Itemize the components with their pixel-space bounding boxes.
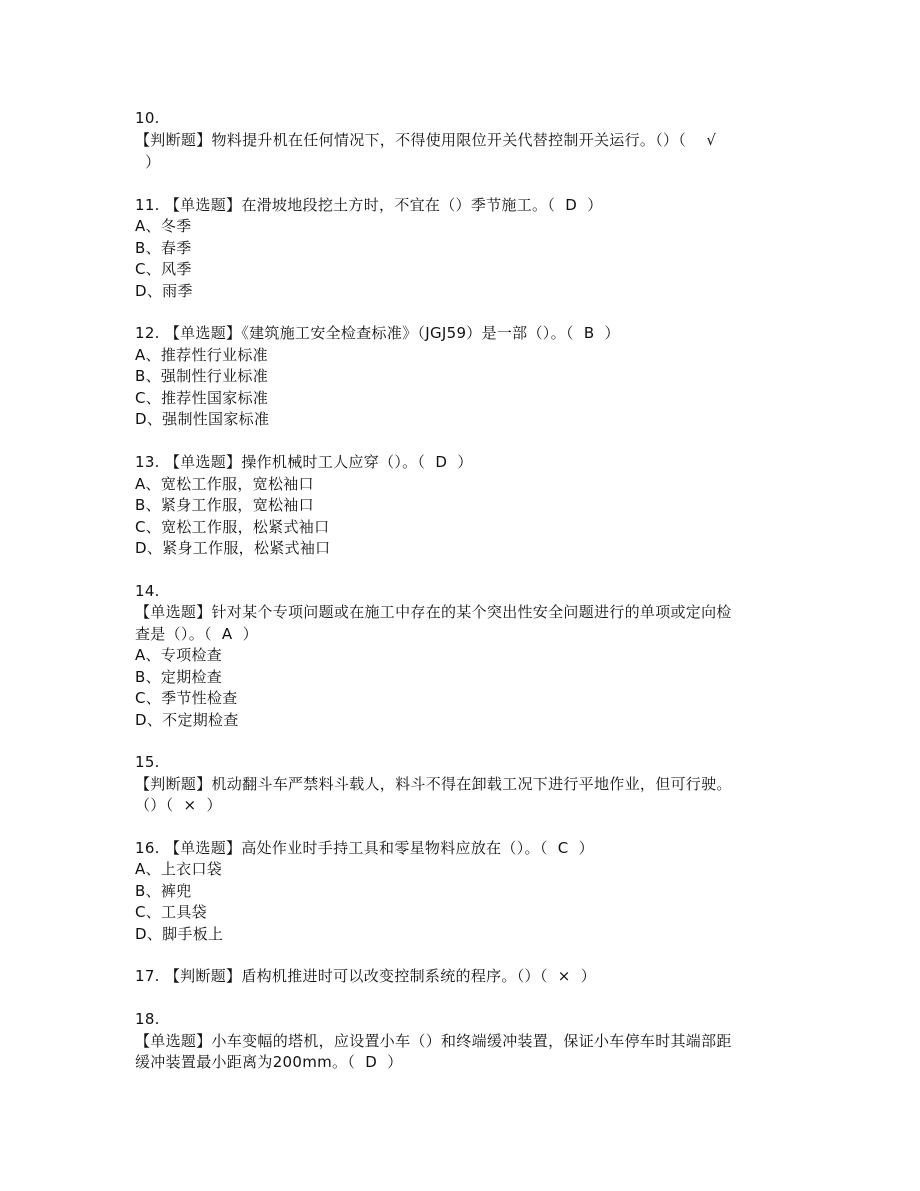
question-18-text-cont: 缓冲装置最小距离为200mm。（ D ） [135,1053,403,1071]
question-18-number: 18. [135,1010,160,1028]
question-16-option-c: C、工具袋 [135,903,207,921]
question-18-text: 【单选题】小车变幅的塔机，应设置小车（）和终端缓冲装置，保证小车停车时其端部距 [135,1032,732,1050]
question-10-number: 10. [135,109,160,127]
question-17-text: 17. 【判断题】盾构机推进时可以改变控制系统的程序。（）（ × ） [135,967,597,985]
question-12-option-b: B、强制性行业标准 [135,367,268,385]
question-16-option-b: B、裤兜 [135,882,192,900]
question-12-text: 12. 【单选题】《建筑施工安全检查标准》（JGJ59）是一部（）。（ B ） [135,324,620,342]
question-14-number: 14. [135,582,160,600]
question-15-number: 15. [135,753,160,771]
question-11-option-d: D、雨季 [135,282,193,300]
question-13-option-a: A、宽松工作服，宽松袖口 [135,475,314,493]
question-14-text: 【单选题】针对某个专项问题或在施工中存在的某个突出性安全问题进行的单项或定向检 [135,603,732,621]
question-13-option-c: C、宽松工作服，松紧式袖口 [135,518,330,536]
question-10-text: 【判断题】物料提升机在任何情况下，不得使用限位开关代替控制开关运行。（）（ √ [135,131,717,149]
question-11-option-c: C、风季 [135,260,192,278]
question-11-text: 11. 【单选题】在滑坡地段挖土方时，不宜在（）季节施工。（ D ） [135,196,603,214]
question-11-option-b: B、春季 [135,239,192,257]
question-14-option-b: B、定期检查 [135,668,223,686]
question-11-option-a: A、冬季 [135,217,192,235]
question-14-text-cont: 查是（）。（ A ） [135,625,258,643]
question-10-text-cont: ） [135,153,161,171]
question-13-text: 13. 【单选题】操作机械时工人应穿（）。（ D ） [135,453,473,471]
question-15-text-cont: （）（ × ） [135,796,222,814]
question-12-option-a: A、推荐性行业标准 [135,346,268,364]
question-14-option-c: C、季节性检查 [135,689,238,707]
question-14-option-a: A、专项检查 [135,646,223,664]
question-13-option-b: B、紧身工作服，宽松袖口 [135,496,314,514]
question-14-option-d: D、不定期检查 [135,711,239,729]
question-16-text: 16. 【单选题】高处作业时手持工具和零星物料应放在（）。（ C ） [135,839,594,857]
question-16-option-a: A、上衣口袋 [135,860,223,878]
question-13-option-d: D、紧身工作服，松紧式袖口 [135,539,331,557]
question-16-option-d: D、脚手板上 [135,925,224,943]
question-15-text: 【判断题】机动翻斗车严禁料斗载人，料斗不得在卸载工况下进行平地作业，但可行驶。 [135,775,732,793]
question-12-option-d: D、强制性国家标准 [135,410,270,428]
question-12-option-c: C、推荐性国家标准 [135,389,269,407]
